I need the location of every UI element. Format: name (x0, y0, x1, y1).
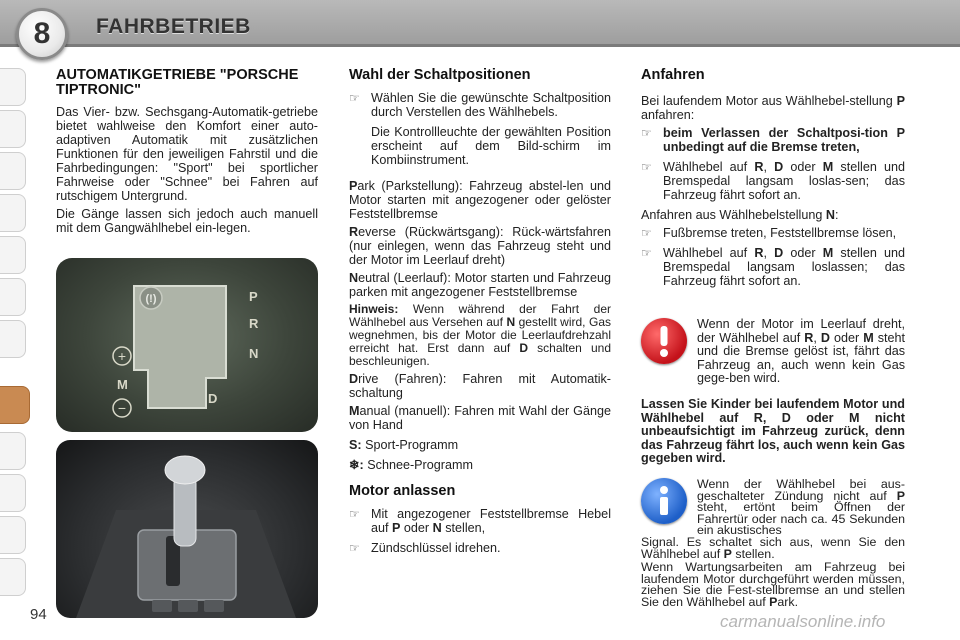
starting-intro: Bei laufendem Motor aus Wählhebel-stellung P anfahren: (641, 94, 905, 122)
snow-program: ❄: Schnee-Programm (349, 458, 473, 472)
pointing-hand-icon: ☞ (349, 541, 360, 555)
list-item: ☞ Wählhebel auf R, D oder M stellen und Bremspedal langsam loslassen; das Fahrzeug fährt sofort an. (641, 246, 906, 288)
pointing-hand-icon: ☞ (641, 160, 652, 174)
drive-definition: Drive (Fahren): Fahren mit Automatik-schaltung (349, 372, 611, 400)
thumb-tab[interactable] (0, 432, 26, 470)
pointing-hand-icon: ☞ (641, 126, 652, 140)
thumb-tab[interactable] (0, 110, 26, 148)
watermark: carmanualsonline.info (720, 612, 886, 631)
console-button (152, 600, 172, 612)
chapter-badge (16, 8, 68, 60)
manual-paragraph: Die Gänge lassen sich jedoch auch manuell mit dem Gangwählhebel ein-legen. (56, 207, 318, 235)
park-definition: Park (Parkstellung): Fahrzeug abstel-len und Motor starten mit angezogener oder gelöster Feststellbremse (349, 179, 611, 221)
neutral-start-intro: Anfahren aus Wählhebelstellung N: (641, 208, 839, 222)
gate-label-p: P (249, 289, 258, 304)
column-automatic-gearbox (56, 68, 318, 239)
intro-paragraph: Das Vier- bzw. Sechsgang-Automatik-getriebe bietet wahlweise den Komfort einer auto-adaptiven Automatik mit zusätzlichen Funktionen für den jeweiligen Fahrstil und die Fahrbedingungen: "Sport" bei sportlicher Fahrweise oder "Schnee" bei Fahren auf rutschigem Untergrund. (56, 105, 318, 203)
gate-label-minus: − (117, 400, 127, 416)
pointing-hand-icon: ☞ (349, 91, 360, 105)
section-title-starting-off: Anfahren (641, 67, 705, 83)
thumb-tab[interactable] (0, 278, 26, 316)
info-text-continued: Signal. Es schaltet sich aus, wenn Sie den Wählhebel auf P stellen. Wenn Wartungsarbeiten am Fahrzeug bei laufendem Motor durchgeführt werden müssen, ziehen Sie die Fest-stellbremse an und stellen Sie den Wählhebel auf Park. (641, 535, 905, 609)
header-divider (0, 44, 960, 47)
thumb-tab[interactable] (0, 152, 26, 190)
thumb-tab-active[interactable] (0, 386, 30, 424)
thumb-tab[interactable] (0, 68, 26, 106)
console-button (204, 600, 224, 612)
warning-text: Wenn der Motor im Leerlauf dreht, der Wählhebel auf R, D oder M steht und die Bremse gelöst ist, fährt das Fahrzeug an, auch wenn kein Gas gege-ben wird. (697, 317, 905, 385)
list-item: ☞ beim Verlassen der Schaltposi-tion P unbedingt auf die Bremse treten, (641, 126, 905, 154)
thumb-tab[interactable] (0, 474, 26, 512)
list-item: ☞ Wählhebel auf R, D oder M stellen und Bremspedal langsam loslas-sen; das Fahrzeug fährt sofort an. (641, 160, 906, 202)
gate-label-n: N (249, 346, 259, 361)
warning-bold-text: Lassen Sie Kinder bei laufendem Motor und Wählhebel auf R, D oder M nicht unbeaufsichtigt im Fahrzeug zurück, denn das Fahrzeug fährt los, auch wenn kein Gas gegeben wird. (641, 397, 905, 465)
list-item: ☞ Zündschlüssel idrehen. (349, 541, 501, 555)
page-number: 94 (30, 606, 47, 623)
manual-definition: Manual (manuell): Fahren mit Wahl der Gänge von Hand (349, 404, 611, 432)
thumb-tab[interactable] (0, 558, 26, 596)
info-text: Wenn der Wählhebel bei aus-geschalteter Zündung nicht auf P steht, ertönt beim Öffnen der Fahrertür oder nach ca. 45 Sekunden ein akustisches (697, 477, 905, 538)
svg-text:(!): (!) (145, 293, 157, 305)
list-item: ☞ Wählen Sie die gewünschte Schaltposition durch Verstellen des Wählhebels. (349, 91, 611, 119)
sport-program: S: Sport-Programm (349, 438, 459, 452)
hint-paragraph: Hinweis: Wenn während der Fahrt der Wählhebel aus Versehen auf N gestellt wird, Gas wegnehmen, bis der Motor die Leerlaufdrehzahl erreicht hat. Erst dann auf D schalten und beschleunigen. (349, 302, 611, 368)
list-item: ☞ Fußbremse treten, Feststellbremse lösen, (641, 226, 897, 240)
list-item: ☞ Mit angezogener Feststellbremse Hebel auf P oder N stellen, (349, 507, 611, 535)
chapter-thumb-tabs (0, 60, 30, 580)
thumb-tab[interactable] (0, 194, 26, 232)
thumb-tab[interactable] (0, 320, 26, 358)
gear-lever-photo (56, 440, 318, 618)
thumb-tab[interactable] (0, 236, 26, 274)
indicator-note: Die Kontrollleuchte der gewählten Position erscheint auf dem Bild-schirm im Kombiinstrument. (371, 125, 611, 167)
chapter-number: 8 (33, 17, 51, 50)
gate-label-r: R (249, 316, 259, 331)
thumb-tab[interactable] (0, 516, 26, 554)
column-shift-positions (349, 68, 611, 561)
neutral-definition: Neutral (Leerlauf): Motor starten und Fahrzeug parken mit angezogener Feststellbremse (349, 271, 611, 299)
shift-gate-photo (56, 258, 318, 432)
gear-lever-graphic (56, 440, 318, 618)
section-title-automatic: AUTOMATIKGETRIEBE "PORSCHE TIPTRONIC" (56, 67, 299, 98)
gear-lever (174, 476, 196, 546)
reverse-definition: Reverse (Rückwärtsgang): Rück-wärtsfahren (nur einlegen, wenn das Fahrzeug steht und der Motor im Leerlauf dreht) (349, 225, 611, 267)
section-title-shift-positions: Wahl der Schaltpositionen (349, 67, 531, 83)
chapter-title: FAHRBETRIEB (96, 15, 251, 38)
info-icon (641, 478, 687, 524)
gate-label-plus: + (117, 348, 127, 364)
warning-icon (641, 318, 687, 364)
section-title-engine-start: Motor anlassen (349, 483, 456, 499)
pointing-hand-icon: ☞ (349, 507, 360, 521)
column-starting-off (641, 68, 905, 294)
pointing-hand-icon: ☞ (641, 246, 652, 260)
gate-label-d: D (208, 391, 218, 406)
pointing-hand-icon: ☞ (641, 226, 652, 240)
gate-label-m: M (117, 377, 128, 392)
gear-knob (165, 456, 205, 484)
shift-gate-graphic (56, 258, 318, 432)
console-button (178, 600, 198, 612)
